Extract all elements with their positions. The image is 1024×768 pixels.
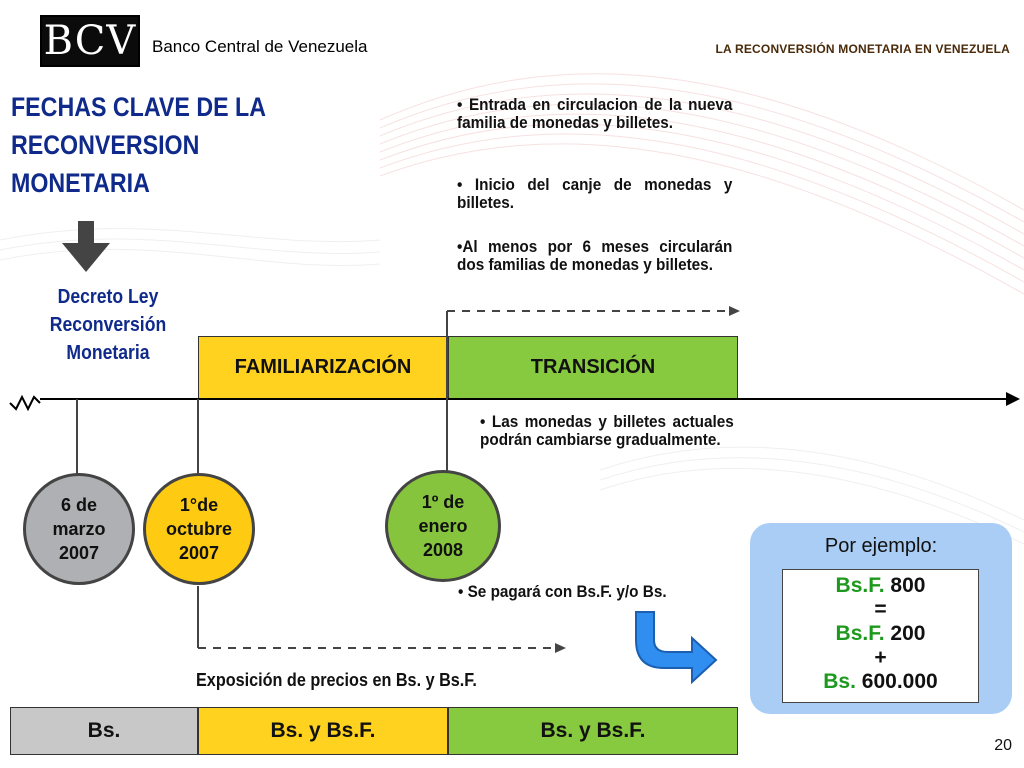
bullet-inicio-canje: • Inicio del canje de monedas y billetes. [457, 175, 733, 212]
date-line: 1º de [421, 492, 465, 512]
timeline-zigzag-icon [10, 397, 40, 409]
timeline-arrowhead [1006, 392, 1020, 406]
decreto-line: Decreto Ley [57, 286, 159, 308]
example-box [750, 523, 1012, 714]
currency-unit: Bs.F. [835, 574, 885, 597]
bullet-cambio-gradual: • Las monedas y billetes actuales podrán cambiarse gradualmente. [480, 412, 734, 449]
bank-name: Banco Central de Venezuela [152, 37, 368, 56]
date-line: 6 de [60, 495, 97, 515]
currency-value: 800 [890, 574, 926, 597]
phase-familiarizacion-label: FAMILIARIZACIÓN [234, 356, 412, 378]
currency-cell-bs-bsf: Bs. y Bs.F. [198, 707, 448, 755]
currency-cell-bs-bsf: Bs. y Bs.F. [448, 707, 738, 755]
currency-value: 600.000 [861, 670, 938, 693]
example-line-2 [783, 622, 978, 646]
bullet-se-pagara: • Se pagará con Bs.F. y/o Bs. [458, 582, 667, 601]
date-line: 1°de [179, 495, 219, 515]
currency-cell-bs: Bs. [10, 707, 198, 755]
phase-transicion-label: TRANSICIÓN [530, 356, 656, 378]
example-equals: = [874, 598, 887, 621]
currency-unit: Bs. [823, 670, 856, 693]
date-line: 2007 [58, 543, 100, 563]
date-line: 2007 [178, 543, 220, 563]
page-number: 20 [994, 737, 1012, 754]
header-title: LA RECONVERSIÓN MONETARIA EN VENEZUELA [715, 42, 1010, 56]
decreto-line: Reconversión [49, 314, 167, 336]
example-calculation [782, 569, 979, 703]
currency-row [10, 707, 738, 755]
date-line: marzo [52, 519, 106, 539]
date-circle-octubre-2007 [143, 473, 255, 585]
logo-text: BCV [43, 18, 137, 64]
exposicion-label: Exposición de precios en Bs. y Bs.F. [196, 670, 477, 690]
date-circle-enero-2008 [385, 470, 501, 582]
example-line-3 [783, 670, 978, 694]
bullet-seis-meses: •Al menos por 6 meses circularán dos familias de monedas y billetes. [457, 237, 733, 274]
page-title-line: MONETARIA [11, 168, 150, 198]
page-title-line: RECONVERSION [11, 130, 200, 160]
curved-arrow-icon [636, 612, 716, 682]
date-circle-marzo-2007 [23, 473, 135, 585]
example-line-1 [783, 574, 978, 598]
date-line: octubre [165, 519, 232, 539]
page-title-line: FECHAS CLAVE DE LA [11, 92, 267, 122]
example-plus: + [874, 646, 887, 669]
decreto-line: Monetaria [66, 342, 150, 364]
down-arrow-icon [62, 221, 110, 272]
currency-value: 200 [890, 622, 926, 645]
bullet-entrada: • Entrada en circulacion de la nueva familia de monedas y billetes. [457, 95, 733, 132]
date-line: 2008 [422, 540, 464, 560]
date-line: enero [418, 516, 468, 536]
currency-unit: Bs.F. [835, 622, 885, 645]
example-title: Por ejemplo: [824, 535, 938, 557]
